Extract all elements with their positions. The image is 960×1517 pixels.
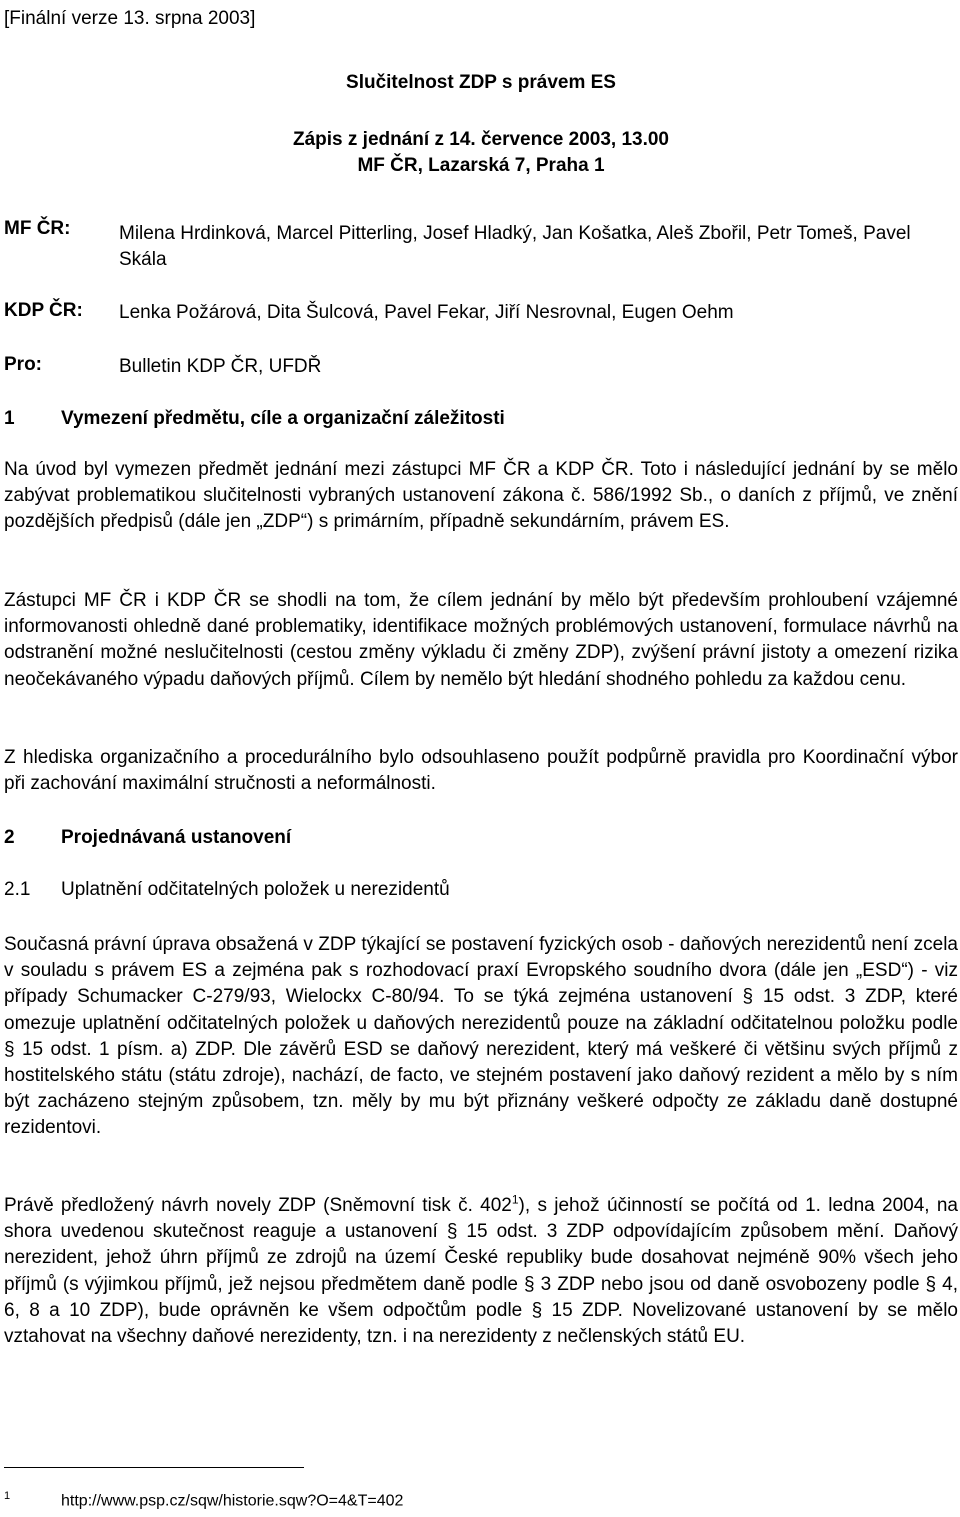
document-title: Slučitelnost ZDP s právem ES	[346, 72, 616, 93]
attendee-label-pro: Pro:	[4, 354, 42, 375]
subsection-2-1-heading	[4, 879, 450, 901]
footnote-link[interactable]: http://www.psp.cz/sqw/historie.sqw?O=4&T=402	[61, 1492, 404, 1510]
section-1-heading	[4, 408, 505, 430]
section-1-paragraph-1: Na úvod byl vymezen předmět jednání mezi zástupci MF ČR a KDP ČR. Toto i následující jednání by se mělo zabývat problematikou slučitelnosti vybraných ustanovení zákona č. 586/1992 Sb., o daních z příjmů, ve znění pozdějších předpisů (dále jen „ZDP“) s primárním, případně sekundárním, právem ES.	[4, 459, 958, 533]
meeting-info	[4, 127, 958, 179]
paragraph-2-part-a: Právě předložený návrh novely ZDP (Sněmovní tisk č. 402	[4, 1195, 512, 1216]
section-2-number: 2	[4, 827, 15, 848]
subsection-2-1-number: 2.1	[4, 879, 31, 900]
footnote-mark: 1	[4, 1490, 11, 1502]
section-2-paragraph-1: Současná právní úprava obsažená v ZDP týkající se postavení fyzických osob - daňových nerezidentů není zcela v souladu s právem ES a zejména pak s rozhodovací praxí Evropského soudního dvora (dále jen „ESD“) - viz případy Schumacker C-279/93, Wielockx C-80/94. To se týká zejména ustanovení § 15 odst. 3 ZDP, které omezuje uplatnění odčitatelných položek u daňových nerezidentů pouze na základní odčitatelnou položku podle § 15 odst. 1 písm. a) ZDP. Dle závěrů ESD se daňový nerezident, který má veškeré či většinu svých příjmů z hostitelského státu (státu zdroje), nachází, de facto, ve stejném postavení jako daňový rezident a mělo by s ním být zacházeno stejným způsobem, tzn. měly by mu být přiznány veškeré odpočty ze základu daně dostupné rezidentovi.	[4, 934, 958, 1139]
attendee-names-mf: Milena Hrdinková, Marcel Pitterling, Josef Hladký, Jan Košatka, Aleš Zbořil, Petr Tomeš, Pavel Skála	[119, 223, 911, 270]
attendee-names-kdp: Lenka Požárová, Dita Šulcová, Pavel Fekar, Jiří Nesrovnal, Eugen Oehm	[119, 302, 734, 323]
meeting-place-line: MF ČR, Lazarská 7, Praha 1	[357, 155, 605, 176]
section-1-paragraph-2: Zástupci MF ČR i KDP ČR se shodli na tom, že cílem jednání by mělo být především prohloubení vzájemné informovanosti ohledně dané problematiky, identifikace možných problémových ustanovení, formulace návrhů na odstranění možné neslučitelnosti (cestou změny výkladu či změny ZDP), zvýšení právní jistoty a omezení rizika neočekávaného výpadu daňových příjmů. Cílem by nemělo být hledání shodného pohledu za každou cenu.	[4, 590, 958, 690]
section-1-title: Vymezení předmětu, cíle a organizační záležitosti	[61, 408, 505, 429]
attendee-names-pro: Bulletin KDP ČR, UFDŘ	[119, 356, 322, 377]
footnote-reference: 1	[511, 1192, 519, 1207]
footnote-divider	[4, 1467, 304, 1468]
draft-label: [Finální verze 13. srpna 2003]	[4, 8, 256, 29]
attendee-label-mf: MF ČR:	[4, 218, 71, 239]
section-1-number: 1	[4, 408, 15, 429]
attendee-label-kdp: KDP ČR:	[4, 300, 83, 321]
section-2-title: Projednávaná ustanovení	[61, 827, 292, 848]
subsection-2-1-title: Uplatnění odčitatelných položek u nerezidentů	[61, 879, 450, 900]
paragraph-2-part-b: ), s jehož účinností se počítá od 1. ledna 2004, na shora uvedenou skutečnost reaguje a ustanovení § 15 odst. 3 ZDP odpovídajícím způsobem mění. Daňový nerezident, jehož úhrn příjmů ze zdrojů na území České republiky bude dosahovat nejméně 90% všech jeho příjmů (s výjimkou příjmů, jež nejsou předmětem daně podle § 3 ZDP nebo jsou od daně osvobozeny podle § 4, 6, 8 a 10 ZDP), bude oprávněn ke všem odpočtům podle § 15 ZDP. Novelizované ustanovení by se mělo vztahovat na všechny daňové nerezidenty, tzn. i na nerezidenty z nečlenských států EU.	[4, 1195, 958, 1348]
section-2-heading	[4, 827, 291, 849]
footnote	[4, 1490, 403, 1510]
section-1-paragraph-3: Z hlediska organizačního a procedurálního bylo odsouhlaseno použít podpůrně pravidla pro Koordinační výbor při zachování maximální stručnosti a neformálnosti.	[4, 747, 958, 795]
section-2-paragraph-2	[4, 1193, 958, 1350]
meeting-date-line: Zápis z jednání z 14. července 2003, 13.00	[293, 129, 669, 150]
